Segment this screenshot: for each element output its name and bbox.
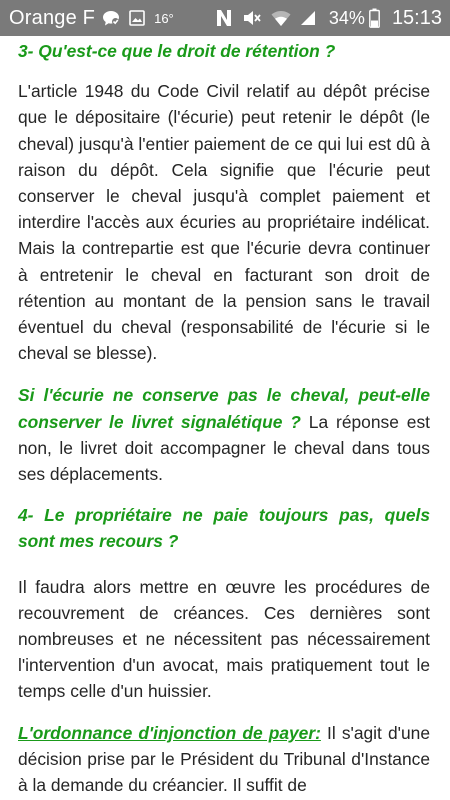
clock-time: 15:13	[391, 6, 442, 29]
wifi-icon	[271, 10, 291, 27]
mute-icon	[242, 9, 262, 27]
carrier-name: Orange F	[9, 6, 96, 29]
paragraph-livret	[18, 382, 430, 487]
section-heading-4: 4- Le propriétaire ne paie toujours pas, quels sont mes recours ?	[18, 505, 430, 552]
answer-livret: La réponse est non, le livret doit accompagner le cheval dans tous ses déplacements.	[18, 411, 430, 485]
signal-icon	[300, 10, 316, 26]
chat-icon	[102, 10, 120, 27]
battery-icon	[369, 8, 380, 28]
battery-percent: 34%	[328, 7, 365, 28]
image-icon	[129, 10, 145, 26]
paragraph-droit-retention: L'article 1948 du Code Civil relatif au dépôt précise que le dépositaire (l'écurie) peut retenir le dépôt (le cheval) jusqu'à l'entier paiement de ce qui lui est dû à raison du dépôt. Cela signifie que l'écurie peut conserver le cheval jusqu'à complet paiement et interdire l'accès aux écuries au propriétaire indélicat. Mais la contrepartie est que l'écurie devra continuer à entretenir le cheval en facturant son droit de rétention au montant de la pension sans le travail éventuel du cheval (responsabilité de l'écurie si le cheval se blesse).	[18, 81, 430, 364]
article-body	[18, 36, 430, 798]
ordonnance-label: L'ordonnance d'injonction de payer:	[18, 722, 321, 743]
paragraph-recouvrement: Il faudra alors mettre en œuvre les procédures de recouvrement de créances. Ces dernières sont nombreuses et ne nécessitent pas nécessairement l'intervention d'un avocat, mais pratiquement tout le temps celle d'un huissier.	[18, 576, 430, 702]
ordonnance-text: Il s'agit d'une décision prise par le Président du Tribunal d'Instance à la demande du créancier. Il suffit de	[18, 722, 430, 796]
paragraph-ordonnance	[18, 720, 430, 799]
question-livret: Si l'écurie ne conserve pas le cheval, peut-elle conserver le livret signalétique ?	[18, 385, 430, 432]
status-bar	[0, 0, 450, 36]
section-heading-3: 3- Qu'est-ce que le droit de rétention ?	[18, 41, 336, 61]
nfc-icon	[215, 8, 233, 28]
temperature-text: 16°	[154, 10, 174, 26]
